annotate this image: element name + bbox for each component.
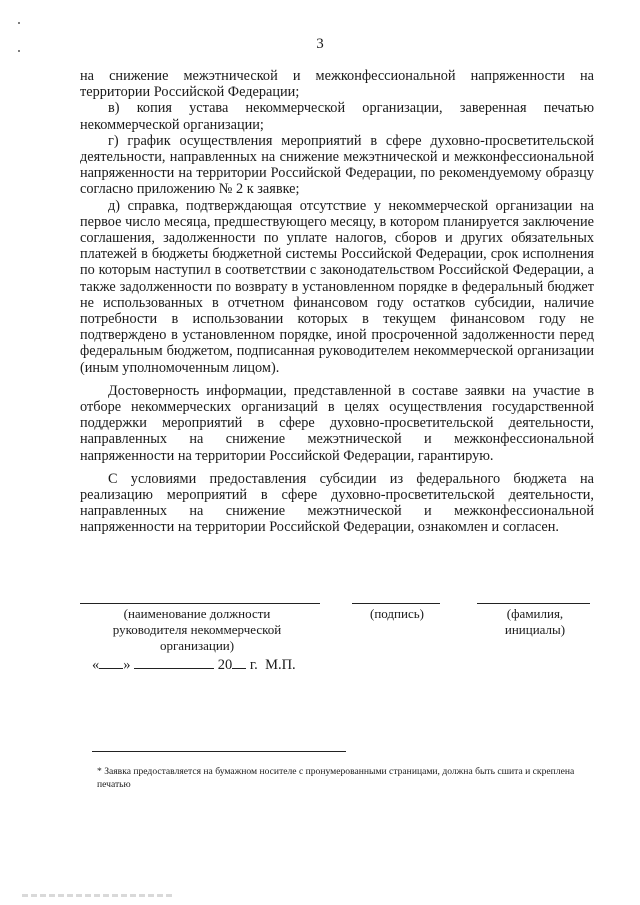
signature-caption: (подпись) [370, 606, 424, 621]
year-suffix: г. [249, 657, 258, 673]
year-prefix: 20 [217, 657, 233, 673]
page-number: 3 [316, 36, 324, 52]
position-signature-line [80, 603, 320, 604]
scan-artifact [22, 894, 172, 897]
date-stamp-line [92, 655, 296, 674]
paragraph-continuation: на снижение межэтнической и межконфессиональной напряженности на территории Российской Федерации; [80, 68, 594, 101]
scan-speck [18, 22, 20, 24]
paragraph-item-d: д) справка, подтверждающая отсутствие у некоммерческой организации на первое число месяца, предшествующего месяцу, в котором планируется заключение соглашения, задолженности по уплате налогов, сборов и других обязательных платежей в бюджеты бюджетной системы Российской Федерации, срок исполнения по которым наступил в соответствии с законодательством Российской Федерации, а также задолженности по возврату в установленном порядке в федеральный бюджет не использованных в отчетном финансовом году остатков субсидии, наличие потребности в использовании которых в текущем финансовом году не подтверждено в установленном порядке, иной просроченной задолженности перед федеральным бюджетом, подписанная руководителем некоммерческой организации (иным уполномоченным лицом). [80, 197, 594, 376]
year-blank [232, 655, 246, 669]
name-signature-line [477, 603, 590, 604]
paragraph-reliability: Достоверность информации, представленной в составе заявки на участие в отборе некоммерческих организаций в целях осуществления государственной поддержки мероприятий в сфере духовно-просветительской деятельности, направленных на снижение межэтнической и межконфессиональной напряженности на территории Российской Федерации, гарантирую. [80, 382, 594, 464]
stamp-label: М.П. [265, 657, 296, 673]
document-body [80, 68, 594, 536]
name-caption: (фамилия, инициалы) [504, 606, 566, 637]
day-blank [99, 655, 123, 669]
date-open-quote: « [92, 657, 100, 673]
paragraph-item-g: г) график осуществления мероприятий в сфере духовно-просветительской деятельности, направленных на снижение межэтнической и межконфессиональной напряженности на территории Российской Федерации, по рекомендуемому образцу согласно приложению № 2 к заявке; [80, 132, 594, 198]
footnote-divider [92, 751, 346, 752]
position-caption: (наименование должности руководителя некоммерческой организации) [112, 606, 282, 653]
paragraph-agreement: С условиями предоставления субсидии из федерального бюджета на реализацию мероприятий в сфере духовно-просветительской деятельности, направленных на снижение межэтнической и межконфессиональной напряженности на территории Российской Федерации, ознакомлен и согласен. [80, 470, 594, 536]
signature-line [352, 603, 440, 604]
month-blank [134, 655, 214, 669]
paragraph-item-v: в) копия устава некоммерческой организации, заверенная печатью некоммерческой организации; [80, 100, 594, 133]
footnote: * Заявка предоставляется на бумажном носителе с пронумерованными страницами, должна быть сшита и скреплена печатью [97, 766, 575, 790]
date-close-quote: » [123, 657, 131, 673]
